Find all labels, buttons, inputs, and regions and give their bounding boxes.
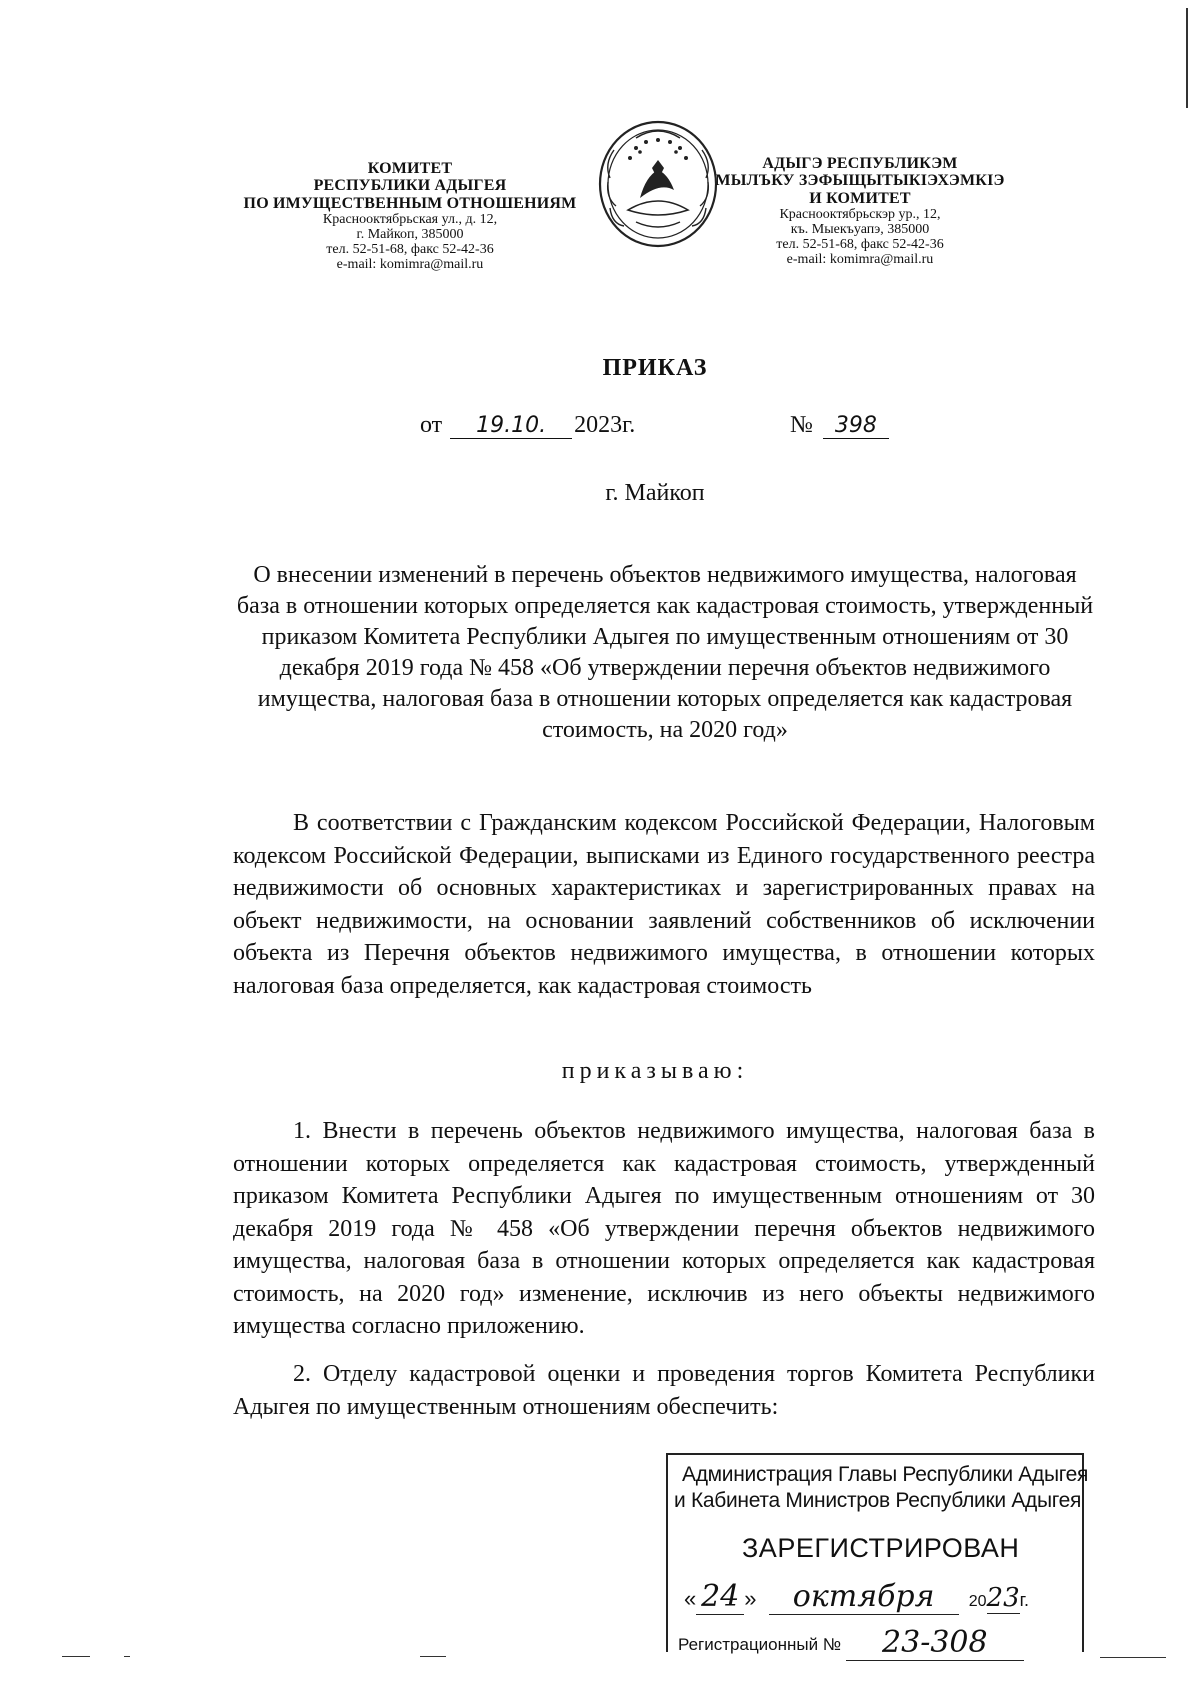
document-title: ПРИКАЗ	[602, 355, 708, 381]
date-prefix: от	[420, 412, 443, 438]
org-phone-line: тел. 52-51-68, факс 52-42-36	[326, 242, 494, 258]
org-title-line: ПО ИМУЩЕСТВЕННЫМ ОТНОШЕНИЯМ	[243, 194, 577, 212]
basis-paragraph: В соответствии с Гражданским кодексом Российской Федерации, Налоговым кодексом Российской Федерации, выписками из Единого государственного реестра недвижимости об основных характеристиках и зарегистрированных правах на объект недвижимости, на основании заявлений собственников об исключении объекта из Перечня объектов недвижимого имущества, в отношении которых налоговая база определяется, как кадастровая стоимость	[233, 810, 1095, 999]
order-item-2: 2. Отделу кадастровой оценки и проведения торгов Комитета Республики Адыгея по имущественным отношениям обеспечить:	[233, 1361, 1095, 1420]
header-left	[225, 160, 595, 272]
stamp-date	[684, 1579, 1076, 1615]
document-date	[420, 412, 635, 439]
org-address-line: Краснооктябрьскэр ур., 12,	[779, 206, 941, 222]
stamp-year-prefix: 20	[968, 1593, 987, 1610]
registration-stamp	[666, 1453, 1089, 1660]
date-handwritten: 19.10.	[450, 413, 572, 439]
stamp-reg-label: Регистрационный №	[678, 1635, 842, 1654]
scan-dash	[1100, 1657, 1166, 1658]
stamp-reg-number: 23-308	[846, 1625, 1024, 1661]
org-email-line: e-mail: komimra@mail.ru	[336, 257, 484, 273]
org-address-line: г. Майкоп, 385000	[356, 226, 464, 242]
org-title-line: КОМИТЕТ	[367, 160, 453, 177]
document-number	[790, 412, 889, 439]
stamp-authority-line: и Кабинета Министров Республики Адыгея	[674, 1489, 1082, 1512]
number-handwritten: 398	[823, 413, 889, 439]
stamp-day: 24	[696, 1579, 744, 1615]
stamp-registration	[678, 1623, 1024, 1659]
scan-dash	[420, 1656, 446, 1657]
stamp-status: ЗАРЕГИСТРИРОВАН	[742, 1533, 1020, 1563]
stamp-quote-close: »	[744, 1586, 757, 1611]
number-prefix: №	[790, 412, 813, 438]
stamp-month: октября	[769, 1579, 959, 1615]
stamp-authority-line: Администрация Главы Республики Адыгея	[682, 1463, 1089, 1486]
stamp-year: 23	[986, 1583, 1020, 1613]
order-word: приказываю:	[561, 1058, 749, 1084]
scan-dash	[62, 1656, 90, 1657]
date-suffix: 2023г.	[574, 412, 636, 438]
org-title-line: И КОМИТЕТ	[809, 189, 911, 207]
org-address-line: Краснооктябрьская ул., д. 12,	[322, 211, 498, 227]
order-item-1: 1. Внести в перечень объектов недвижимого имущества, налоговая база в отношении которых определяется как кадастровая стоимость, утвержденный приказом Комитета Республики Адыгея по имущественным отношениям от 30 декабря 2019 года № 458 «Об утверждении перечня объектов недвижимого имущества, налоговая база в отношении которых определяется как кадастровая стоимость, на 2020 год» изменение, исключив из него объекты недвижимого имущества согласно приложению.	[233, 1118, 1095, 1339]
document-subject: О внесении изменений в перечень объектов недвижимого имущества, налоговая база в отношении которых определяется как кадастровая стоимость, утвержденный приказом Комитета Республики Адыгея по имущественным отношениям от 30 декабря 2019 года № 458 «Об утверждении перечня объектов недвижимого имущества, налоговая база в отношении которых определяется как кадастровая стоимость, на 2020 год»	[236, 562, 1094, 743]
scan-dash	[124, 1656, 130, 1657]
org-address-line: къ. Мыекъуапэ, 385000	[790, 221, 930, 237]
org-title-line: МЫЛЪКУ ЗЭФЫЩЫТЫКIЭХЭМКIЭ	[715, 172, 1005, 190]
stamp-year-unit: г.	[1019, 1590, 1030, 1610]
document-city: г. Майкоп	[605, 480, 705, 506]
scan-edge-mark	[1186, 8, 1188, 108]
org-title-line: РЕСПУБЛИКИ АДЫГЕЯ	[313, 177, 507, 195]
org-phone-line: тел. 52-51-68, факс 52-42-36	[776, 237, 944, 253]
org-email-line: e-mail: komimra@mail.ru	[786, 252, 934, 268]
org-title-line: АДЫГЭ РЕСПУБЛИКЭМ	[762, 155, 958, 172]
header-right	[690, 155, 1030, 267]
stamp-quote-open: «	[684, 1586, 697, 1611]
